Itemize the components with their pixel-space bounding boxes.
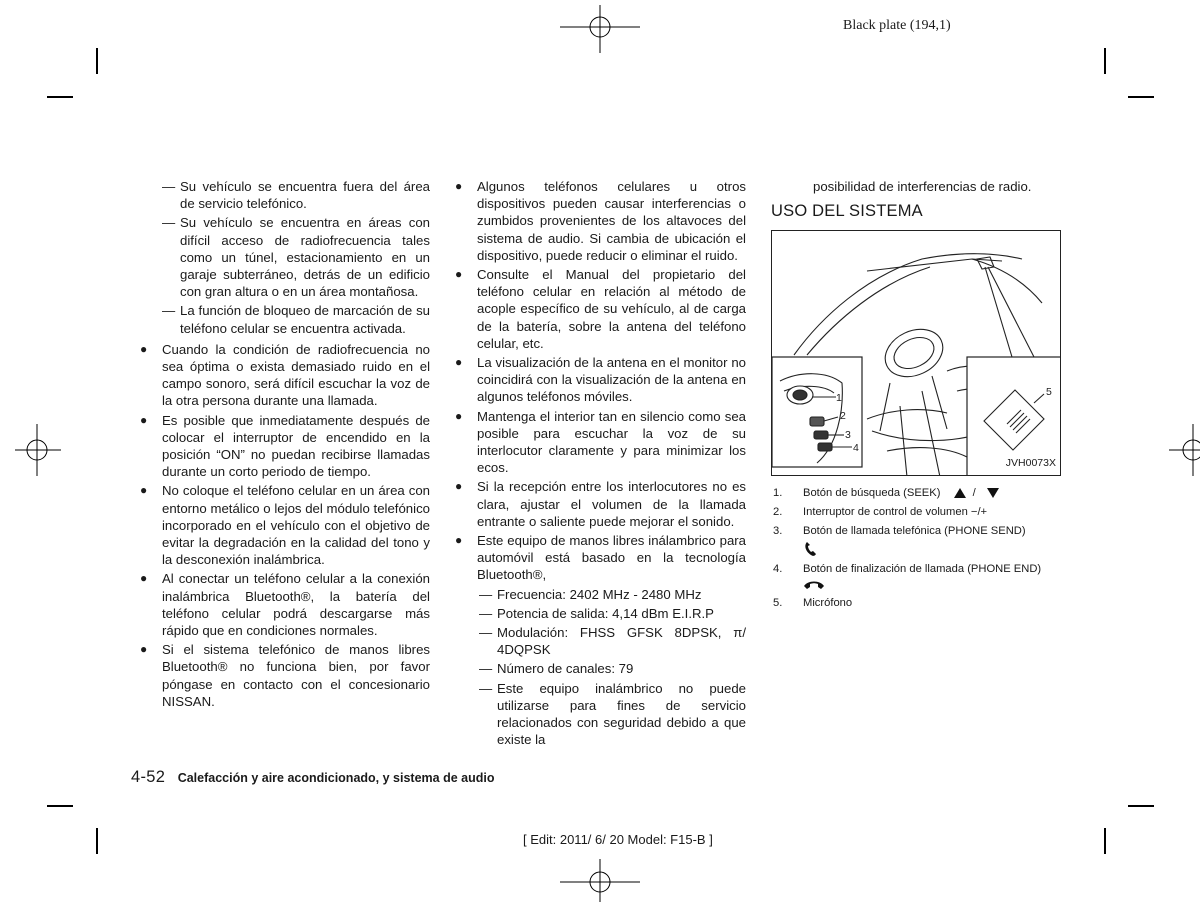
- caption-text: Interruptor de control de volumen −/+: [803, 506, 988, 519]
- figure-callout: 3: [845, 429, 851, 442]
- crop-mark: [1128, 805, 1154, 807]
- figure-callout: 4: [853, 442, 859, 455]
- crop-mark: [96, 48, 98, 74]
- dash-item: [455, 680, 746, 749]
- caption-number: 3.: [773, 525, 783, 538]
- column-3: [771, 178, 1061, 615]
- bullet-item-text: Mantenga el interior tan en silencio como sea posible para escuchar la voz de su interlocutor claramente y para minimizar los ecos.: [477, 408, 746, 476]
- bullet-marker: ●: [455, 533, 463, 548]
- bullet-marker: ●: [140, 483, 148, 498]
- dash-item: [455, 624, 746, 658]
- figure-callout: 1: [836, 392, 842, 405]
- figure-code: JVH0073X: [1005, 457, 1056, 469]
- crop-mark: [1104, 48, 1106, 74]
- dash-item: [455, 586, 746, 603]
- crop-mark: [1128, 96, 1154, 98]
- dash-item-text: Número de canales: 79: [497, 661, 634, 677]
- page-number: 4-52: [131, 768, 166, 786]
- bullet-item: [455, 354, 746, 406]
- steering-wheel-illustration: [772, 231, 1061, 476]
- bullet-marker: ●: [455, 179, 463, 193]
- dash-marker: —: [162, 179, 176, 194]
- bullet-marker: ●: [455, 408, 463, 423]
- bullet-marker: ●: [140, 642, 148, 657]
- dash-marker: —: [479, 661, 493, 677]
- bullet-item: [140, 570, 430, 639]
- bullet-item-text: Algunos teléfonos celulares u otros dispositivos pueden causar interferencias o zumbidos provenientes de los altavoces del sistema de audio. Si cambia de ubicación el dispositivo, puede reducir o eliminar el ruido.: [477, 179, 746, 263]
- caption-item: [771, 596, 1061, 610]
- dash-marker: —: [479, 680, 493, 696]
- dash-marker: —: [162, 303, 176, 319]
- dash-item: [140, 302, 430, 336]
- caption-number: 1.: [773, 487, 783, 500]
- bullet-marker: ●: [455, 479, 463, 494]
- figure-steering-wheel-diagram: [771, 230, 1061, 476]
- phone-send-icon: [803, 541, 821, 557]
- caption-item: [771, 524, 1061, 557]
- crop-mark: [1104, 828, 1106, 854]
- dash-marker: —: [162, 215, 176, 231]
- bullet-item: [455, 478, 746, 530]
- bullet-marker: ●: [140, 571, 148, 586]
- dash-marker: —: [479, 625, 493, 641]
- bullet-item: [455, 178, 746, 264]
- continuation-text: posibilidad de interferencias de radio.: [813, 179, 1032, 194]
- registration-mark-left: [0, 420, 80, 480]
- caption-number: 2.: [773, 506, 783, 519]
- phone-end-icon: [803, 579, 825, 591]
- figure-callout: 5: [1046, 386, 1052, 399]
- caption-item: [771, 562, 1061, 591]
- bullet-item: [140, 412, 430, 481]
- caption-text: Botón de búsqueda (SEEK): [803, 487, 941, 500]
- seek-down-icon: [987, 488, 999, 498]
- dash-marker: —: [479, 586, 493, 602]
- caption-text: Micrófono: [803, 597, 853, 610]
- chapter-title: Calefacción y aire acondicionado, y sistema de audio: [177, 771, 495, 785]
- dash-item-text: Modulación: FHSS GFSK 8DPSK, π/ 4DQPSK: [497, 625, 746, 658]
- registration-mark-top: [560, 0, 640, 60]
- caption-text: Botón de llamada telefónica (PHONE SEND): [803, 525, 1026, 538]
- dash-item: [455, 660, 746, 677]
- registration-mark-bottom: [560, 852, 640, 902]
- bullet-item-text: Este equipo de manos libres inálambrico para automóvil está basado en la tecnología Bluetooth®,: [477, 533, 746, 583]
- dash-item: [140, 214, 430, 300]
- bullet-marker: ●: [140, 412, 148, 427]
- column-2: [455, 178, 746, 751]
- dash-item-text: Su vehículo se encuentra fuera del área de servicio telefónico.: [180, 179, 430, 212]
- bullet-item-text: Si la recepción entre los interlocutores no es clara, ajustar el volumen de la llamada entrante o saliente puede mejorar el sonido.: [477, 479, 746, 529]
- crop-mark: [47, 96, 73, 98]
- section-title: USO DEL SISTEMA: [771, 202, 923, 221]
- bullet-marker: ●: [140, 341, 148, 356]
- bullet-item-text: La visualización de la antena en el monitor no coincidirá con la visualización de la antena en algunos teléfonos móviles.: [477, 355, 746, 405]
- registration-mark-right: [1150, 420, 1200, 480]
- caption-item: [771, 505, 1061, 519]
- caption-text: Botón de finalización de llamada (PHONE END): [803, 563, 1042, 576]
- bullet-marker: ●: [455, 267, 463, 282]
- seek-up-icon: [954, 488, 966, 498]
- dash-item-text: Frecuencia: 2402 MHz - 2480 MHz: [497, 586, 702, 602]
- dash-item-text: Este equipo inalámbrico no puede utilizarse para fines de servicio relacionados con seguridad debido a que existe la: [497, 680, 746, 748]
- bullet-item: [140, 482, 430, 568]
- caption-number: 4.: [773, 563, 783, 576]
- dash-item-text: Potencia de salida: 4,14 dBm E.I.R.P: [497, 605, 714, 621]
- bullet-marker: ●: [455, 355, 463, 370]
- bullet-item-text: No coloque el teléfono celular en un área con entorno metálico o lejos del módulo telefónico incorporado en el vehículo con el objetivo de evitar la degradación en la calidad del tono y la desconexión inalámbrica.: [162, 483, 430, 568]
- page-footer: [131, 768, 494, 787]
- bullet-item: [455, 408, 746, 477]
- bullet-item-text: Cuando la condición de radiofrecuencia no sea óptima o exista demasiado ruido en el campo sonoro, será difícil escuchar la voz de la otra persona durante una llamada.: [162, 341, 430, 409]
- plate-label: Black plate (194,1): [843, 18, 951, 33]
- bullet-item: [140, 641, 430, 710]
- bullet-item-text: Al conectar un teléfono celular a la conexión inalámbrica Bluetooth®, la batería del teléfono celular podrá descargarse más rápido que en condiciones normales.: [162, 571, 430, 639]
- crop-mark: [47, 805, 73, 807]
- bullet-item: [455, 532, 746, 584]
- edit-info: [ Edit: 2011/ 6/ 20 Model: F15-B ]: [523, 832, 713, 847]
- bullet-item-text: Si el sistema telefónico de manos libres Bluetooth® no funciona bien, por favor póngase en contacto con el concesionario NISSAN.: [162, 642, 430, 709]
- caption-separator: /: [972, 487, 976, 500]
- bullet-item-text: Consulte el Manual del propietario del teléfono celular en relación al método de acople específico de su vehículo, al de carga de la batería, sobre la antena del teléfono celular, etc.: [477, 267, 746, 351]
- bullet-item: [140, 341, 430, 410]
- dash-item: [140, 178, 430, 212]
- bullet-item-text: Es posible que inmediatamente después de colocar el interruptor de encendido en la posición “ON” no puedan recibirse llamadas durante un corto periodo de tiempo.: [162, 412, 430, 480]
- caption-item: [771, 486, 1061, 500]
- crop-mark: [96, 828, 98, 854]
- dash-item-text: Su vehículo se encuentra en áreas con difícil acceso de radiofrecuencia tales como un túnel, estacionamiento en un garaje subterráneo, detrás de un edificio con gran altura o en un área montañosa.: [180, 215, 430, 300]
- figure-captions: [771, 486, 1061, 610]
- figure-callout: 2: [840, 410, 846, 423]
- dash-marker: —: [479, 605, 493, 621]
- column-1: [140, 178, 430, 712]
- dash-item: [455, 605, 746, 622]
- bullet-item: [455, 266, 746, 352]
- dash-item-text: La función de bloqueo de marcación de su teléfono celular se encuentra activada.: [180, 303, 430, 336]
- caption-number: 5.: [773, 597, 783, 610]
